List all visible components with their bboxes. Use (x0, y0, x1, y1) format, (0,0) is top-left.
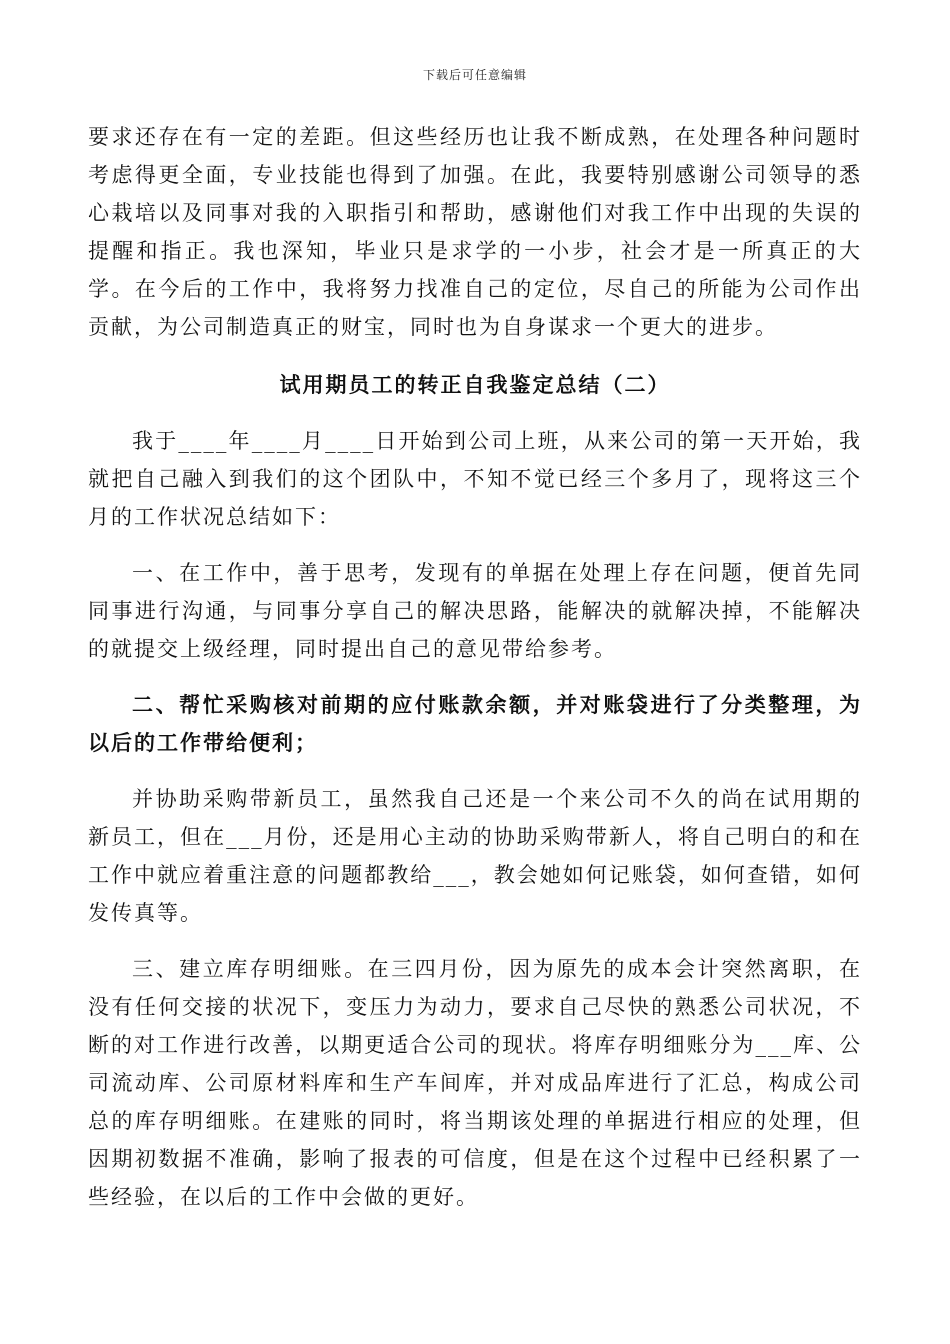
item-two-paragraph: 并协助采购带新员工，虽然我自己还是一个来公司不久的尚在试用期的新员工，但在___月份，还是用心主动的协助采购带新人，将自己明白的和在工作中就应着重注意的问题都教给___，教会她如何记账袋，如何查错，如何发传真等。 (88, 787, 862, 925)
continuation-paragraph: 要求还存在有一定的差距。但这些经历也让我不断成熟，在处理各种问题时考虑得更全面，专业技能也得到了加强。在此，我要特别感谢公司领导的悉心栽培以及同事对我的入职指引和帮助，感谢他们对我工作中出现的失误的提醒和指正。我也深知，毕业只是求学的一小步，社会才是一所真正的大学。在今后的工作中，我将努力找准自己的定位，尽自己的所能为公司作出贡献，为公司制造真正的财宝，同时也为自身谋求一个更大的进步。 (88, 125, 862, 339)
document-body (88, 118, 862, 1216)
section-title: 试用期员工的转正自我鉴定总结（二） (279, 372, 671, 397)
page-header: 下载后可任意编辑 (422, 68, 527, 82)
item-two-heading: 二、帮忙采购核对前期的应付账款余额，并对账袋进行了分类整理，为以后的工作带给便利； (88, 692, 862, 755)
item-one-paragraph: 一、在工作中，善于思考，发现有的单据在处理上存在问题，便首先同同事进行沟通，与同事分享自己的解决思路，能解决的就解决掉，不能解决的就提交上级经理，同时提出自己的意见带给参考。 (88, 561, 862, 661)
intro-paragraph: 我于____年____月____日开始到公司上班，从来公司的第一天开始，我就把自己融入到我们的这个团队中，不知不觉已经三个多月了，现将这三个月的工作状况总结如下： (88, 429, 862, 529)
item-three-paragraph: 三、建立库存明细账。在三四月份，因为原先的成本会计突然离职，在没有任何交接的状况下，变压力为动力，要求自己尽快的熟悉公司状况，不断的对工作进行改善，以期更适合公司的现状。将库存明细账分为___库、公司流动库、公司原材料库和生产车间库，并对成品库进行了汇总，构成公司总的库存明细账。在建账的同时，将当期该处理的单据进行相应的处理，但因期初数据不准确，影响了报表的可信度，但是在这个过程中已经积累了一些经验，在以后的工作中会做的更好。 (88, 957, 862, 1209)
